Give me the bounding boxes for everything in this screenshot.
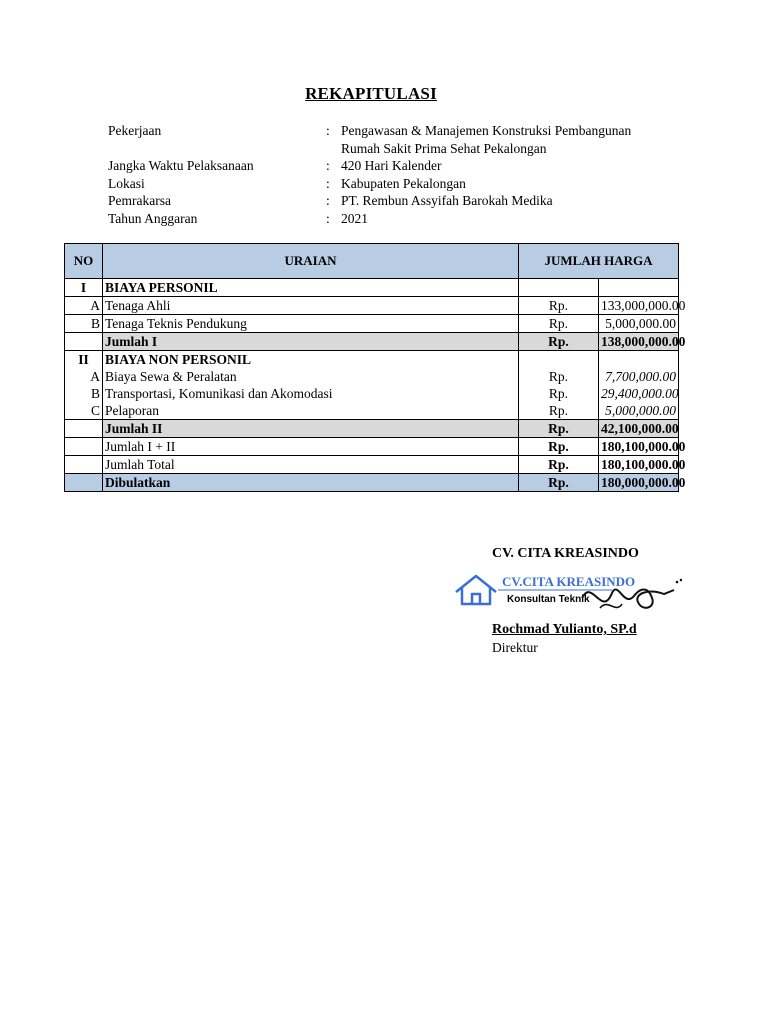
subtotal-value: 42,100,000.00 [599, 420, 679, 438]
subtotal-label: Jumlah I [103, 333, 519, 351]
rounded-value: 180,000,000.00 [599, 474, 679, 492]
table-row [65, 385, 679, 402]
section-row-personil [65, 279, 679, 297]
info-colon: : [326, 193, 330, 208]
item-label: Biaya Sewa & Peralatan [103, 368, 519, 385]
item-label: Transportasi, Komunikasi dan Akomodasi [103, 385, 519, 402]
info-key: Lokasi [108, 175, 145, 191]
company-name: CV. CITA KREASINDO [492, 546, 639, 561]
info-key: Pemrakarsa [108, 193, 171, 208]
signature-scribble [582, 589, 674, 607]
table-row [65, 402, 679, 420]
item-no: A [65, 368, 103, 385]
subtotal-label: Jumlah II [103, 420, 519, 438]
currency-label: Rp. [519, 297, 599, 315]
total-value: 180,100,000.00 [599, 438, 679, 456]
info-colon: : [326, 175, 330, 191]
info-row-jangka-waktu [108, 157, 661, 175]
stamp-text: CV.CITA KREASINDO [502, 574, 636, 589]
subtotal-value: 138,000,000.00 [599, 333, 679, 351]
info-value: PT. Rembun Assyifah Barokah Medika [341, 193, 553, 208]
table-row [65, 297, 679, 315]
currency-label: Rp. [519, 315, 599, 333]
section-label: BIAYA PERSONIL [103, 279, 519, 297]
info-row-pemrakarsa [108, 192, 661, 210]
signatory-position: Direktur [492, 640, 538, 655]
info-row-tahun-anggaran [108, 210, 661, 228]
info-colon: : [326, 158, 330, 173]
currency-label: Rp. [519, 474, 599, 492]
rounded-total-row [65, 474, 679, 492]
info-key: Tahun Anggaran [108, 210, 198, 226]
header-no: NO [65, 244, 103, 279]
stamp-subtext: Konsultan Teknik [507, 594, 590, 605]
item-value: 133,000,000.00 [599, 297, 679, 315]
section-label: BIAYA NON PERSONIL [103, 351, 519, 369]
company-stamp [452, 568, 682, 620]
total-row [65, 456, 679, 474]
section-no: II [65, 351, 103, 369]
signature-block [492, 546, 682, 656]
item-no: B [65, 315, 103, 333]
section-row-non-personil [65, 351, 679, 369]
header-jumlah-harga: JUMLAH HARGA [519, 244, 679, 279]
item-no: C [65, 402, 103, 420]
info-colon: : [326, 210, 330, 226]
subtotal-row [65, 333, 679, 351]
project-info [108, 122, 661, 227]
rounded-label: Dibulatkan [103, 474, 519, 492]
info-row-pekerjaan [108, 122, 661, 157]
currency-label: Rp. [519, 385, 599, 402]
info-value: Pengawasan & Manajemen Konstruksi Pembangunan [341, 123, 632, 138]
info-value: 420 Hari Kalender [341, 158, 442, 173]
page-title: REKAPITULASI [305, 84, 437, 103]
info-key: Jangka Waktu Pelaksanaan [108, 158, 254, 173]
info-key: Pekerjaan [108, 123, 162, 138]
info-value: 2021 [341, 210, 368, 226]
item-value: 5,000,000.00 [599, 402, 679, 420]
signatory-name: Rochmad Yulianto, SP.d [492, 622, 637, 637]
total-row [65, 438, 679, 456]
subtotal-row [65, 420, 679, 438]
item-value: 29,400,000.00 [599, 385, 679, 402]
section-no: I [65, 279, 103, 297]
header-uraian: URAIAN [103, 244, 519, 279]
currency-label: Rp. [519, 402, 599, 420]
currency-label: Rp. [519, 368, 599, 385]
recap-table [64, 243, 686, 492]
total-value: 180,100,000.00 [599, 456, 679, 474]
currency-label: Rp. [519, 420, 599, 438]
info-colon: : [326, 123, 330, 138]
item-value: 7,700,000.00 [599, 368, 679, 385]
item-label: Pelaporan [103, 402, 519, 420]
total-label: Jumlah Total [103, 456, 519, 474]
currency-label: Rp. [519, 456, 599, 474]
table-row [65, 368, 679, 385]
item-value: 5,000,000.00 [599, 315, 679, 333]
currency-label: Rp. [519, 333, 599, 351]
info-value-line2: Rumah Sakit Prima Sehat Pekalongan [341, 140, 547, 156]
item-label: Tenaga Teknis Pendukung [103, 315, 519, 333]
currency-label: Rp. [519, 438, 599, 456]
info-row-lokasi [108, 175, 661, 193]
table-header-row [65, 244, 679, 279]
table-row [65, 315, 679, 333]
info-value: Kabupaten Pekalongan [341, 175, 466, 191]
item-no: A [65, 297, 103, 315]
item-label: Tenaga Ahli [103, 297, 519, 315]
item-no: B [65, 385, 103, 402]
total-label: Jumlah I + II [103, 438, 519, 456]
stamp-logo-icon [452, 568, 682, 620]
